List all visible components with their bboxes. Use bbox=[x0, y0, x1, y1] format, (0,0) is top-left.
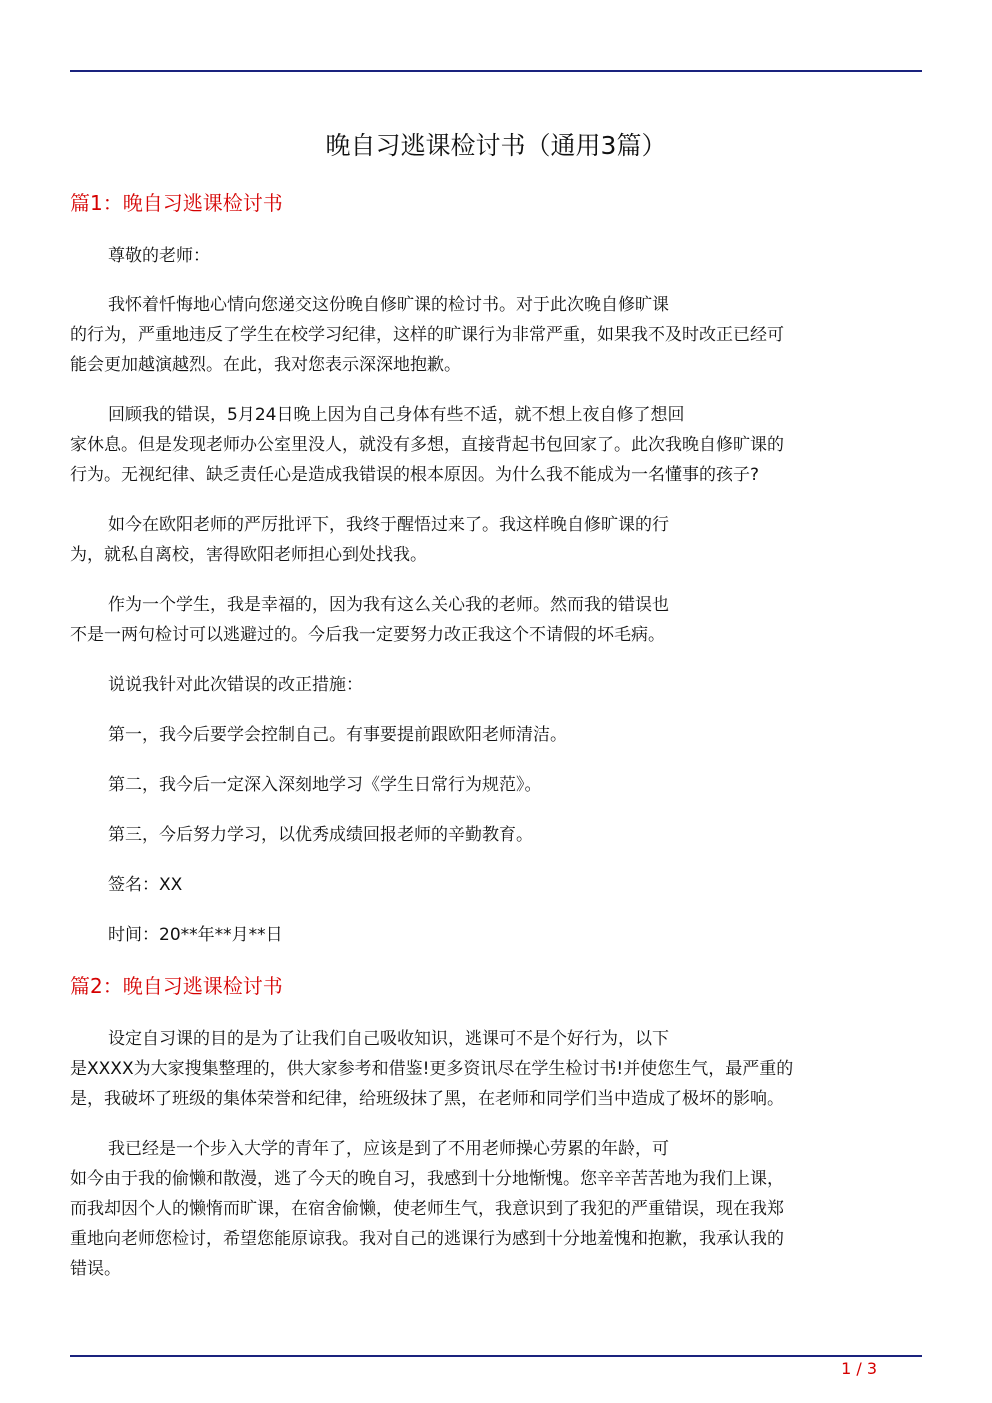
signature-block bbox=[70, 870, 922, 900]
page-number: 1 / 3 bbox=[841, 1359, 877, 1378]
paragraph-line: 为，就私自离校，害得欧阳老师担心到处找我。 bbox=[70, 545, 427, 565]
date-block bbox=[70, 920, 922, 950]
paragraph-line: 能会更加越演越烈。在此，我对您表示深深地抱歉。 bbox=[70, 355, 461, 375]
signature: 签名：XX bbox=[108, 875, 183, 895]
section2-heading-block bbox=[70, 971, 922, 1001]
section1-heading-block bbox=[70, 188, 922, 218]
measure-3-block bbox=[70, 820, 922, 850]
paragraph-line: 我已经是一个步入大学的青年了，应该是到了不用老师操心劳累的年龄，可 bbox=[108, 1139, 669, 1159]
section2-paragraph-1 bbox=[70, 1024, 922, 1114]
measure-2: 第二，我今后一定深入深刻地学习《学生日常行为规范》。 bbox=[108, 775, 542, 795]
paragraph-line: 回顾我的错误，5月24日晚上因为自己身体有些不适，就不想上夜自修了想回 bbox=[108, 405, 685, 425]
paragraph-line: 的行为，严重地违反了学生在校学习纪律，这样的旷课行为非常严重，如果我不及时改正已经可 bbox=[70, 325, 784, 345]
section1-paragraph-3 bbox=[70, 510, 922, 570]
section1-paragraph-2 bbox=[70, 400, 922, 490]
paragraph-line: 家休息。但是发现老师办公室里没人，就没有多想，直接背起书包回家了。此次我晚自修旷课的 bbox=[70, 435, 784, 455]
measures-intro: 说说我针对此次错误的改正措施： bbox=[108, 675, 363, 695]
paragraph-line: 是，我破坏了班级的集体荣誉和纪律，给班级抹了黑，在老师和同学们当中造成了极坏的影响。 bbox=[70, 1089, 784, 1109]
measure-2-block bbox=[70, 770, 922, 800]
section1-heading: 篇1：晚自习逃课检讨书 bbox=[70, 191, 283, 215]
measure-3: 第三，今后努力学习，以优秀成绩回报老师的辛勤教育。 bbox=[108, 825, 533, 845]
paragraph-line: 重地向老师您检讨，希望您能原谅我。我对自己的逃课行为感到十分地羞愧和抱歉，我承认我的 bbox=[70, 1229, 784, 1249]
section2-heading: 篇2：晚自习逃课检讨书 bbox=[70, 974, 283, 998]
paragraph-line: 如今由于我的偷懒和散漫，逃了今天的晚自习，我感到十分地惭愧。您辛辛苦苦地为我们上课， bbox=[70, 1169, 784, 1189]
section1-greeting-block bbox=[70, 241, 922, 271]
measures-intro-block bbox=[70, 670, 922, 700]
header-rule bbox=[70, 70, 922, 72]
paragraph-line: 作为一个学生，我是幸福的，因为我有这么关心我的老师。然而我的错误也 bbox=[108, 595, 669, 615]
document-title: 晚自习逃课检讨书（通用3篇） bbox=[325, 131, 667, 160]
section2-paragraph-2 bbox=[70, 1134, 922, 1284]
paragraph-line: 设定自习课的目的是为了让我们自己吸收知识，逃课可不是个好行为，以下 bbox=[108, 1029, 669, 1049]
greeting: 尊敬的老师： bbox=[108, 246, 210, 266]
paragraph-line: 而我却因个人的懒惰而旷课，在宿舍偷懒，使老师生气，我意识到了我犯的严重错误，现在我郑 bbox=[70, 1199, 784, 1219]
paragraph-line: 是XXXX为大家搜集整理的，供大家参考和借鉴!更多资讯尽在学生检讨书!并使您生气，最严重的 bbox=[70, 1059, 794, 1079]
paragraph-line: 行为。无视纪律、缺乏责任心是造成我错误的根本原因。为什么我不能成为一名懂事的孩子? bbox=[70, 465, 760, 485]
paragraph-line: 我怀着忏悔地心情向您递交这份晚自修旷课的检讨书。对于此次晚自修旷课 bbox=[108, 295, 669, 315]
measure-1: 第一，我今后要学会控制自己。有事要提前跟欧阳老师清洁。 bbox=[108, 725, 567, 745]
paragraph-line: 如今在欧阳老师的严厉批评下，我终于醒悟过来了。我这样晚自修旷课的行 bbox=[108, 515, 669, 535]
footer-rule bbox=[70, 1355, 922, 1357]
section1-paragraph-1 bbox=[70, 290, 922, 380]
paragraph-line: 不是一两句检讨可以逃避过的。今后我一定要努力改正我这个不请假的坏毛病。 bbox=[70, 625, 665, 645]
measure-1-block bbox=[70, 720, 922, 750]
date: 时间：20**年**月**日 bbox=[108, 925, 283, 945]
section1-paragraph-4 bbox=[70, 590, 922, 650]
paragraph-line: 错误。 bbox=[70, 1259, 121, 1279]
